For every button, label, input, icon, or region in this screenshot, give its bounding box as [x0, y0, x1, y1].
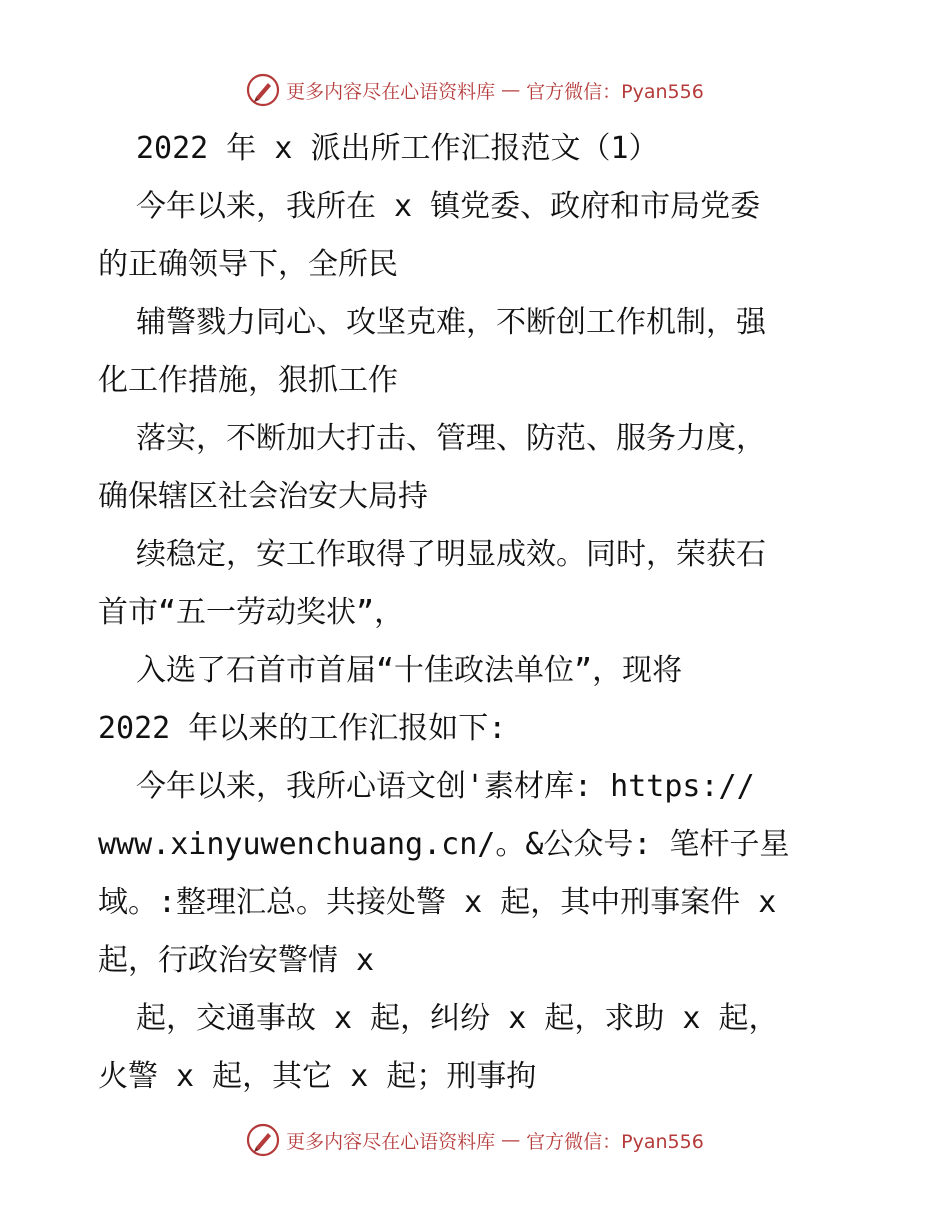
text-line: 落实，不断加大打击、管理、防范、服务力度，: [136, 421, 766, 456]
footer-banner: [0, 1120, 950, 1160]
banner-separator: —: [501, 1129, 521, 1151]
text-line: 续稳定，安工作取得了明显成效。同时，荣获石: [136, 537, 766, 572]
text-line: 辅警戮力同心、攻坚克难，不断创工作机制，强: [136, 305, 766, 340]
text-line: 化工作措施，狠抓工作: [98, 363, 398, 398]
header-banner: [0, 70, 950, 110]
pen-logo-icon: [246, 1123, 280, 1157]
document-title: 2022 年 x 派出所工作汇报范文（1）: [136, 131, 659, 166]
text-line: www.xinyuwenchuang.cn/。&公众号: 笔杆子星: [98, 827, 790, 862]
banner-separator: —: [501, 79, 521, 101]
banner-contact: 官方微信：Pyan556: [526, 1130, 704, 1153]
text-line: 起，行政治安警情 x: [98, 943, 375, 978]
pen-logo-icon: [246, 73, 280, 107]
banner-contact: 官方微信：Pyan556: [526, 80, 704, 103]
text-line: 确保辖区社会治安大局持: [98, 479, 428, 514]
text-line: 域。:整理汇总。共接处警 x 起，其中刑事案件 x: [98, 885, 777, 920]
text-line: 今年以来，我所心语文创'素材库: https://: [136, 769, 755, 804]
banner-text: 更多内容尽在心语资料库: [286, 80, 496, 103]
banner-text: 更多内容尽在心语资料库: [286, 1130, 496, 1153]
text-line: 的正确领导下，全所民: [98, 247, 398, 282]
text-line: 首市“五一劳动奖状”，: [98, 595, 405, 630]
text-line: 火警 x 起，其它 x 起；刑事拘: [98, 1059, 537, 1094]
text-line: 起，交通事故 x 起，纠纷 x 起，求助 x 起，: [136, 1001, 779, 1036]
text-line: 入选了石首市首届“十佳政法单位”，现将: [136, 653, 683, 688]
text-line: 2022 年以来的工作汇报如下:: [98, 711, 507, 746]
text-line: 今年以来，我所在 x 镇党委、政府和市局党委: [136, 189, 761, 224]
document-body: [98, 120, 858, 1106]
